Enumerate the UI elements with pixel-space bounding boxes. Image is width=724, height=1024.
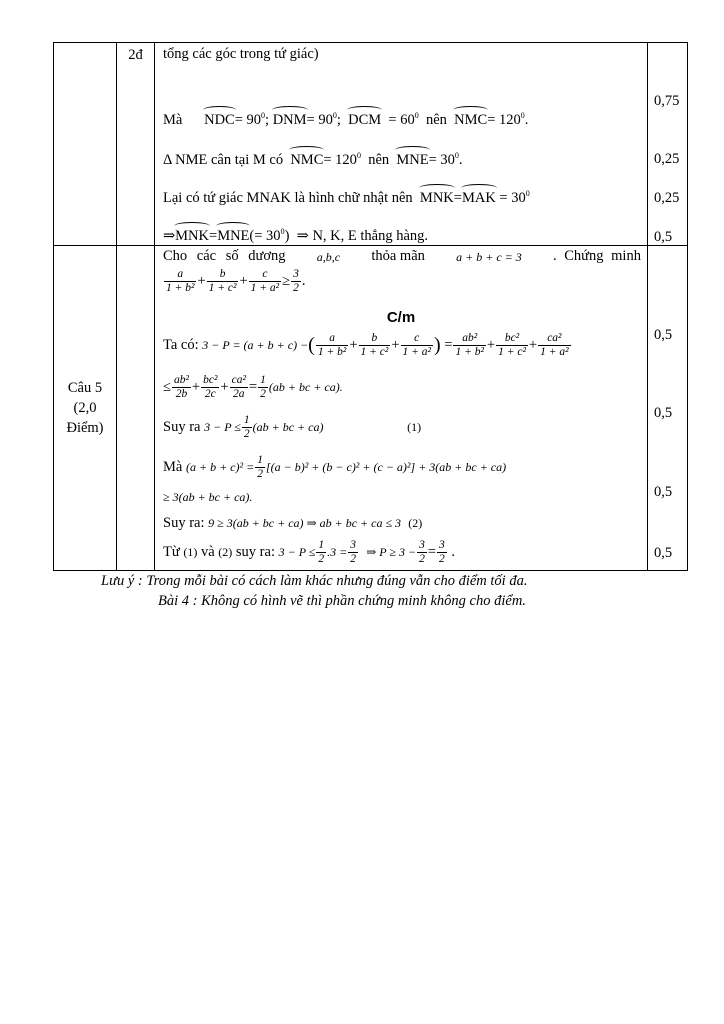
text: . bbox=[524, 112, 529, 128]
score-cell bbox=[648, 43, 688, 246]
math: 1 bbox=[243, 414, 250, 426]
math: 1 bbox=[257, 454, 263, 466]
solution-line bbox=[163, 150, 463, 169]
equation-tag: (2) bbox=[218, 544, 233, 559]
value: = 60 bbox=[388, 112, 415, 128]
text: N, K, E thẳng hàng. bbox=[312, 228, 429, 244]
math: 3 − P = (a + b + c) − bbox=[202, 337, 309, 352]
math: 3 − P ≤ bbox=[204, 419, 241, 434]
math: 1 + b² bbox=[166, 282, 195, 294]
implies-icon: ⇒ bbox=[296, 228, 309, 244]
implies-icon: ⇒ bbox=[163, 228, 176, 244]
math: 1 bbox=[260, 374, 266, 386]
points-cell bbox=[117, 246, 155, 571]
score: 0,5 bbox=[654, 484, 673, 500]
text: . Chứng minh bbox=[552, 248, 641, 264]
text: nên bbox=[368, 152, 390, 168]
angle-mnk: MNK bbox=[175, 228, 209, 244]
math: 2 bbox=[439, 553, 445, 565]
degree: 0 bbox=[520, 111, 525, 121]
proof-line: ≤ $\frac{\text{ab²}}{2b}$ + $\frac{\text{bc²}}{2c}$ + $\frac{\text{ca²}}{2a}$ = $\frac{1}{2}$ (ab + bc + ca). bbox=[163, 374, 343, 400]
text: Suy ra bbox=[163, 418, 201, 435]
score: 0,25 bbox=[654, 151, 680, 167]
math: = bbox=[427, 543, 437, 560]
math: 1 + c² bbox=[208, 282, 237, 294]
text: Mà bbox=[163, 458, 183, 475]
math: 1 + c² bbox=[360, 346, 389, 358]
angle-mnk: MNK bbox=[419, 190, 454, 206]
angle-dnm: DNM bbox=[272, 112, 307, 128]
value: = 30 bbox=[499, 190, 526, 206]
math: 2 bbox=[318, 553, 325, 565]
sep: ; bbox=[336, 112, 345, 128]
text: Lại có tứ giác MNAK là hình chữ nhật nên bbox=[163, 190, 413, 206]
math: ⇒ P ≥ 3 − bbox=[366, 544, 417, 559]
angle-mak: MAK bbox=[461, 190, 496, 206]
math: 2 bbox=[243, 428, 250, 440]
math: [(a − b)² + (b − c)² + (c − a)²] + 3(ab + bc + ca) bbox=[265, 459, 507, 474]
angle-dcm: DCM bbox=[348, 112, 382, 128]
text: suy ra: bbox=[235, 543, 275, 560]
proof-line bbox=[163, 489, 252, 506]
text: . bbox=[301, 272, 306, 289]
math: ca² bbox=[538, 332, 570, 346]
angle-mne: MNE bbox=[217, 228, 250, 244]
text: Mà bbox=[163, 112, 183, 128]
degree: 0 bbox=[525, 189, 530, 199]
degree: 0 bbox=[332, 111, 337, 121]
text: Từ bbox=[163, 543, 180, 560]
math: ≥ bbox=[282, 272, 291, 289]
math: (ab + bc + ca). bbox=[268, 379, 343, 394]
value: = 30 bbox=[428, 152, 455, 168]
text: (= 30 bbox=[249, 228, 281, 244]
equation-tag: (2) bbox=[408, 516, 423, 530]
degree: 0 bbox=[454, 151, 459, 161]
solution-line bbox=[163, 188, 530, 207]
math: 2a bbox=[233, 388, 245, 400]
solution-cell bbox=[155, 246, 648, 571]
value: = 90 bbox=[306, 112, 333, 128]
footnote: Bài 4 : Không có hình vẽ thì phần chứng minh không cho điểm. bbox=[158, 593, 526, 609]
question-cell bbox=[54, 43, 117, 246]
score-cell bbox=[648, 246, 688, 571]
solution-line bbox=[163, 110, 528, 129]
question-points: (2,0 bbox=[73, 400, 97, 416]
math: = bbox=[248, 378, 258, 395]
text: và bbox=[200, 543, 215, 560]
problem-inequality: $\frac{a}{\text{1 + b²}}$ + $\frac{b}{\text{1 + c²}}$ + $\frac{c}{\text{1 + a²}}$ ≥ $\frac{3}{2}$ . bbox=[166, 268, 306, 294]
table-row bbox=[54, 246, 688, 571]
degree: 0 bbox=[280, 227, 285, 237]
math: .3 = bbox=[327, 544, 348, 559]
math: ca² bbox=[231, 374, 246, 386]
score: 0,5 bbox=[654, 327, 673, 343]
math: c bbox=[249, 268, 281, 282]
text: = bbox=[209, 228, 218, 244]
angle-nmc: NMC bbox=[454, 112, 488, 128]
text: Cho các số dương bbox=[163, 248, 286, 264]
math: a bbox=[164, 268, 196, 282]
degree: 0 bbox=[356, 151, 361, 161]
degree: 0 bbox=[414, 111, 419, 121]
proof-line bbox=[163, 414, 421, 441]
value: = 120 bbox=[487, 112, 521, 128]
score: 0,75 bbox=[654, 93, 680, 109]
math: 2 bbox=[419, 553, 425, 565]
math: 1 + a² bbox=[250, 282, 280, 294]
value: = 90 bbox=[234, 112, 262, 128]
math: a bbox=[316, 332, 348, 346]
equation-tag: (1) bbox=[183, 544, 198, 559]
text: ) bbox=[284, 228, 290, 244]
math: 2b bbox=[175, 388, 188, 400]
proof-line bbox=[163, 515, 422, 532]
score: 0,5 bbox=[654, 229, 673, 245]
text: nên bbox=[425, 112, 447, 128]
score: 0,25 bbox=[654, 190, 680, 206]
question-cell bbox=[54, 246, 117, 571]
proof-line bbox=[163, 539, 455, 566]
grading-table bbox=[53, 42, 688, 571]
math: 1 bbox=[318, 539, 325, 551]
math: 2 bbox=[260, 388, 266, 400]
score: 0,5 bbox=[654, 545, 673, 561]
text: Ta có: bbox=[163, 336, 199, 353]
math: ≤ bbox=[163, 378, 171, 395]
math: a,b,c bbox=[316, 250, 341, 264]
math: b bbox=[207, 268, 239, 282]
math: 1 + b² bbox=[317, 346, 347, 358]
solution-cell bbox=[155, 43, 648, 246]
text: Suy ra: bbox=[163, 515, 205, 531]
text: . bbox=[451, 543, 456, 560]
text: Δ NME cân tại M có bbox=[163, 152, 284, 168]
math: 3 − P ≤ bbox=[278, 544, 316, 559]
math: ab² bbox=[173, 374, 189, 386]
math: 1 + b² bbox=[455, 346, 484, 358]
proof-line bbox=[163, 454, 506, 481]
solution-line: tổng các góc trong tứ giác) bbox=[163, 46, 319, 62]
math: 3 bbox=[350, 539, 356, 551]
math: (a + b + c)² = bbox=[185, 459, 255, 474]
question-points: Điểm) bbox=[66, 420, 104, 436]
table-row bbox=[54, 43, 688, 246]
angle-ndc: NDC bbox=[204, 112, 235, 128]
math: 1 + c² bbox=[498, 346, 526, 358]
math: 2c bbox=[204, 388, 216, 400]
text: thỏa mãn bbox=[371, 248, 425, 264]
proof-line: Ta có: 3 − P = (a + b + c) −( $\frac{a}{\text{1 + b²}}$ + $\frac{b}{\text{1 + c²}}$ + $\frac{c}{\text{1 + a²}}$ ) = $\frac{\text{ab²}}{\text{1 + b²}}$ + $\frac{\text{bc²}}{\text{1 + c²}}$ + $\frac{\text{ca²}}{\text{1 + a²}}$ bbox=[163, 332, 569, 358]
proof-heading: C/m bbox=[386, 309, 416, 326]
points-cell bbox=[117, 43, 155, 246]
math: 9 ≥ 3(ab + bc + ca) ⇒ ab + bc + ca ≤ 3 bbox=[208, 516, 402, 530]
score: 0,5 bbox=[654, 405, 673, 421]
text: = bbox=[453, 190, 462, 206]
math: 3 bbox=[439, 539, 445, 551]
angle-mne: MNE bbox=[396, 152, 429, 168]
angle-nmc: NMC bbox=[290, 152, 324, 168]
math: bc² bbox=[496, 332, 528, 346]
math: b bbox=[359, 332, 391, 346]
math: bc² bbox=[203, 374, 218, 386]
solution-line bbox=[163, 226, 428, 245]
sep: ; bbox=[265, 112, 273, 128]
math: 2 bbox=[293, 282, 299, 294]
math: 3 bbox=[293, 268, 299, 280]
math: 1 + a² bbox=[540, 346, 569, 358]
problem-line bbox=[163, 248, 641, 265]
math: 2 bbox=[350, 553, 356, 565]
question-label: Câu 5 bbox=[67, 380, 103, 396]
points-label: 2đ bbox=[128, 47, 143, 63]
math: 2 bbox=[257, 468, 263, 480]
math: 3 bbox=[419, 539, 425, 551]
degree: 0 bbox=[261, 111, 266, 121]
value: = 120 bbox=[323, 152, 357, 168]
math: ≥ 3(ab + bc + ca). bbox=[163, 490, 253, 504]
footnote: Lưu ý : Trong mỗi bài có cách làm khác nhưng đúng vẫn cho điểm tối đa. bbox=[101, 573, 528, 589]
math: a + b + c = 3 bbox=[456, 250, 522, 264]
math: ab² bbox=[453, 332, 485, 346]
math: c bbox=[401, 332, 433, 346]
math: (ab + bc + ca) bbox=[252, 419, 324, 434]
equation-tag: (1) bbox=[407, 419, 422, 434]
math: 1 + a² bbox=[402, 346, 431, 358]
text: . bbox=[458, 152, 463, 168]
